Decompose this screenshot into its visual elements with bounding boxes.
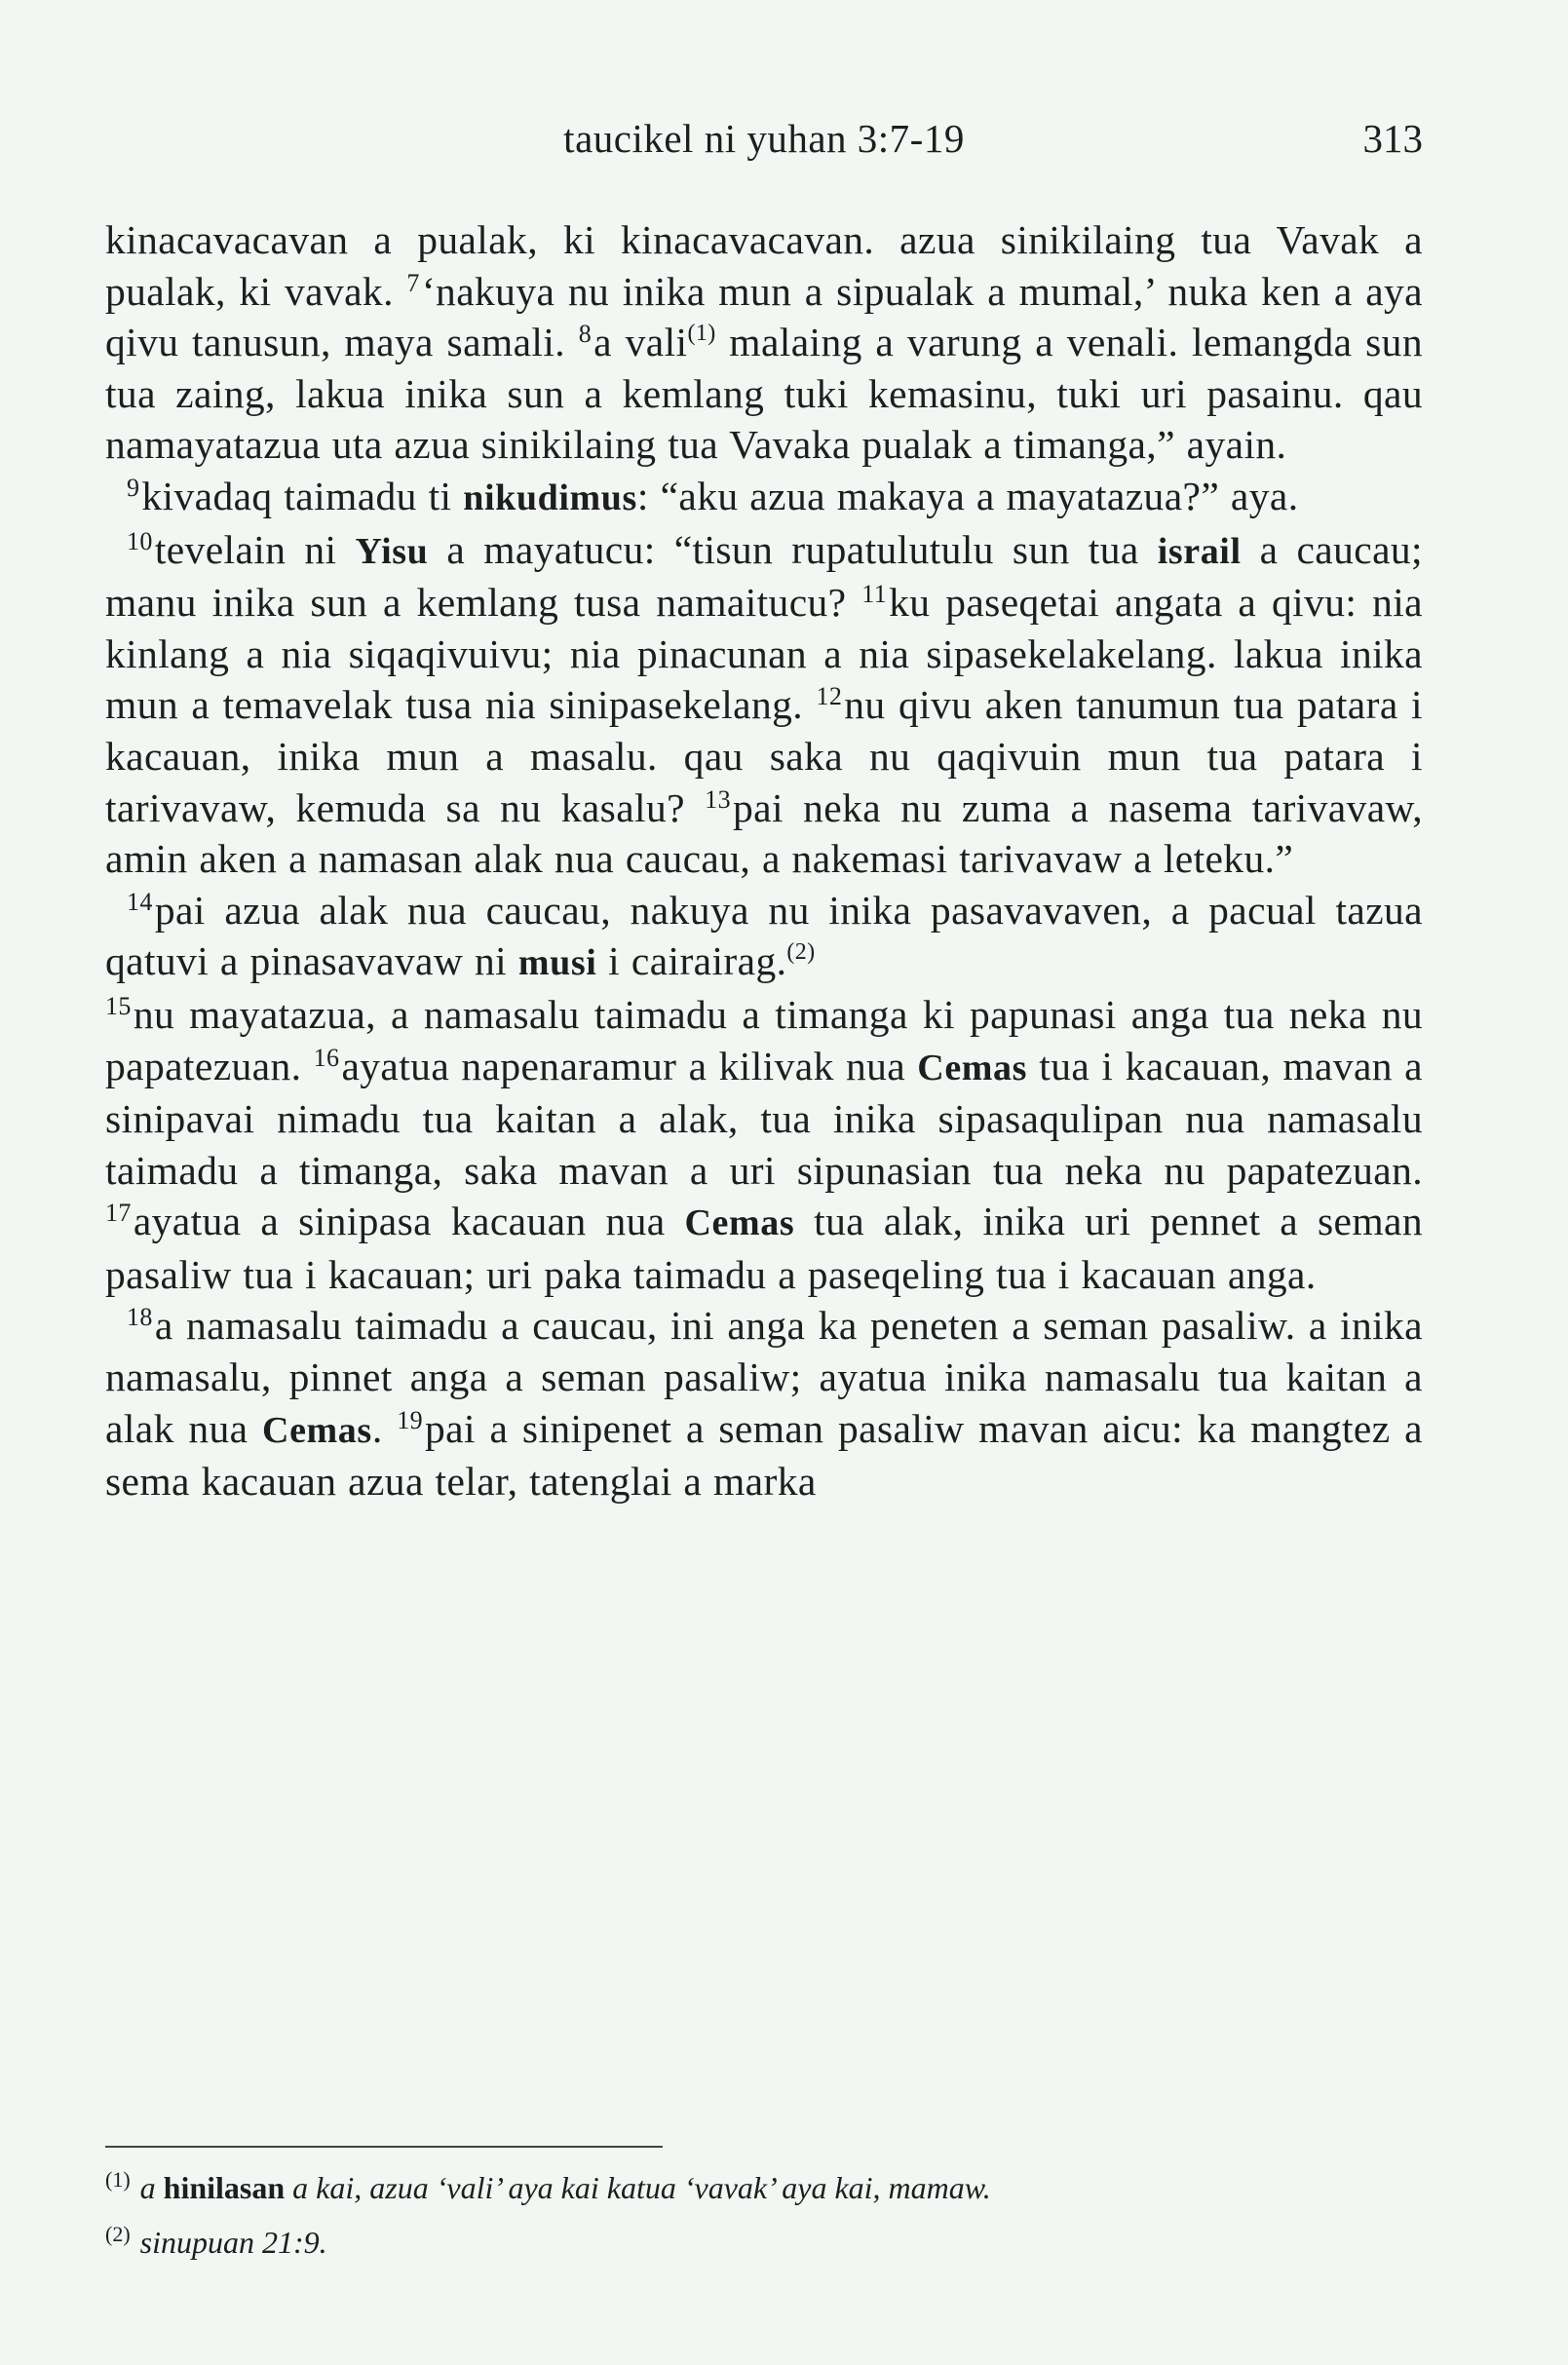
text-span: .	[371, 1405, 398, 1451]
proper-name: nikudimus	[463, 477, 637, 518]
text-span: a namasalu taimadu a caucau, ini anga ka peneten a seman pasaliw. a inika namasalu, pinnet anga a seman pasaliw; ayatua inika namasalu tua kaitan a alak nua	[105, 1303, 1423, 1451]
footnote-divider	[105, 2146, 663, 2148]
proper-name: israil	[1157, 530, 1242, 572]
verse-number: 10	[127, 526, 153, 555]
footnote-mark: (1)	[105, 2167, 131, 2192]
verse-number: 7	[406, 268, 420, 297]
chapter-reference: taucikel ni yuhan 3:7-19	[563, 116, 965, 161]
verse-number: 13	[705, 784, 731, 814]
text-span: ayatua a sinipasa kacauan nua	[133, 1199, 685, 1244]
paragraph-3	[105, 524, 1423, 885]
text-span: tua alak, inika uri pennet a seman pasaliw tua i kacauan; uri paka taimadu a paseqeling tua i kacauan anga.	[105, 1199, 1423, 1297]
footnote-2	[105, 2211, 1423, 2266]
verse-number: 18	[127, 1303, 153, 1332]
text-span: tevelain ni	[154, 526, 356, 572]
verse-number: 8	[578, 320, 593, 349]
verse-number: 11	[861, 580, 888, 609]
text-span: : “aku azua makaya a mayatazua?” aya.	[636, 473, 1299, 518]
verse-number: 14	[127, 887, 153, 916]
text-span: i cairairag.	[596, 938, 787, 984]
text-span: tua i kacauan, mavan a sinipavai nimadu tua kaitan a alak, tua inika sipasaqulipan nua namasalu taimadu a timanga, saka mavan a uri sipunasian tua neka nu papatezuan.	[105, 1043, 1423, 1193]
running-head	[105, 109, 1423, 168]
proper-name: Yisu	[355, 530, 429, 572]
text-span: pai neka nu zuma a nasema tarivavaw, amin aken a namasan alak nua caucau, a nakemasi tarivavaw a leteku.”	[105, 784, 1423, 882]
text-span: ku paseqetai angata a qivu: nia kinlang a nia siqaqivuivu; nia pinacunan a nia sipasekelakelang. lakua inika mun a temavelak tusa nia sinipasekelang.	[105, 580, 1423, 728]
text-span: pai a sinipenet a seman pasaliw mavan aicu: ka mangtez a sema kacauan azua telar, tatenglai a marka	[105, 1405, 1423, 1505]
proper-name: musi	[517, 942, 597, 984]
footnote-text: a kai, azua ‘vali’ aya kai katua ‘vavak’ aya kai, mamaw.	[285, 2170, 991, 2205]
text-span: malaing a varung a venali. lemangda sun tua zaing, lakua inika sun a kemlang tuki kemasinu, tuki uri pasainu. qau namayatazua uta azua sinikilaing tua Vavaka pualak a timanga,” ayain.	[105, 320, 1423, 468]
text-span: kinacavacavan a pualak, ki kinacavacavan. azua sinikilaing tua Vavak a pualak, ki vavak.	[105, 217, 1423, 314]
verse-number: 17	[105, 1199, 132, 1228]
footnote-lead: a	[139, 2170, 164, 2205]
text-span: a caucau; manu inika sun a kemlang tusa namaitucu?	[105, 526, 1423, 626]
footnotes	[105, 2156, 1423, 2266]
proper-name: Cemas	[684, 1202, 795, 1244]
footnote-reference: (1)	[687, 321, 716, 347]
paragraph-1	[105, 214, 1423, 471]
text-span: pai azua alak nua caucau, nakuya nu inika pasavavaven, a pacual tazua qatuvi a pinasavavaw ni	[105, 887, 1423, 984]
text-span: ayatua napenaramur a kilivak nua	[341, 1043, 918, 1088]
verse-number: 9	[127, 473, 140, 502]
text-span: a mayatucu: “tisun rupatulutulu sun tua	[428, 526, 1158, 572]
text-span: a vali	[593, 320, 688, 365]
footnote-term: hinilasan	[163, 2170, 286, 2205]
text-span: ‘nakuya nu inika mun a sipualak a mumal,’ nuka ken a aya qivu tanusun, maya samali.	[105, 268, 1423, 365]
proper-name: Cemas	[917, 1047, 1028, 1088]
footnote-text: sinupuan 21:9.	[139, 2225, 327, 2260]
verse-number: 12	[816, 682, 843, 711]
paragraph-4	[105, 885, 1423, 1301]
scripture-text	[105, 214, 1423, 1507]
footnote-mark: (2)	[105, 2222, 131, 2246]
footnote-1	[105, 2156, 1423, 2211]
text-span: nu qivu aken tanumun tua patara i kacauan, inika mun a masalu. qau saka nu qaqivuin mun tua patara i tarivavaw, kemuda sa nu kasalu?	[105, 682, 1423, 830]
verse-number: 19	[397, 1405, 423, 1434]
verse-number: 15	[105, 991, 132, 1020]
proper-name: Cemas	[262, 1409, 372, 1451]
paragraph-5	[105, 1300, 1423, 1507]
paragraph-2	[105, 471, 1423, 524]
text-span: kivadaq taimadu ti	[141, 473, 464, 518]
footnote-reference: (2)	[786, 939, 816, 966]
verse-number: 16	[313, 1043, 340, 1072]
page-number: 313	[1362, 116, 1423, 161]
text-span: nu mayatazua, a namasalu taimadu a timanga ki papunasi anga tua neka nu papatezuan.	[105, 991, 1423, 1088]
